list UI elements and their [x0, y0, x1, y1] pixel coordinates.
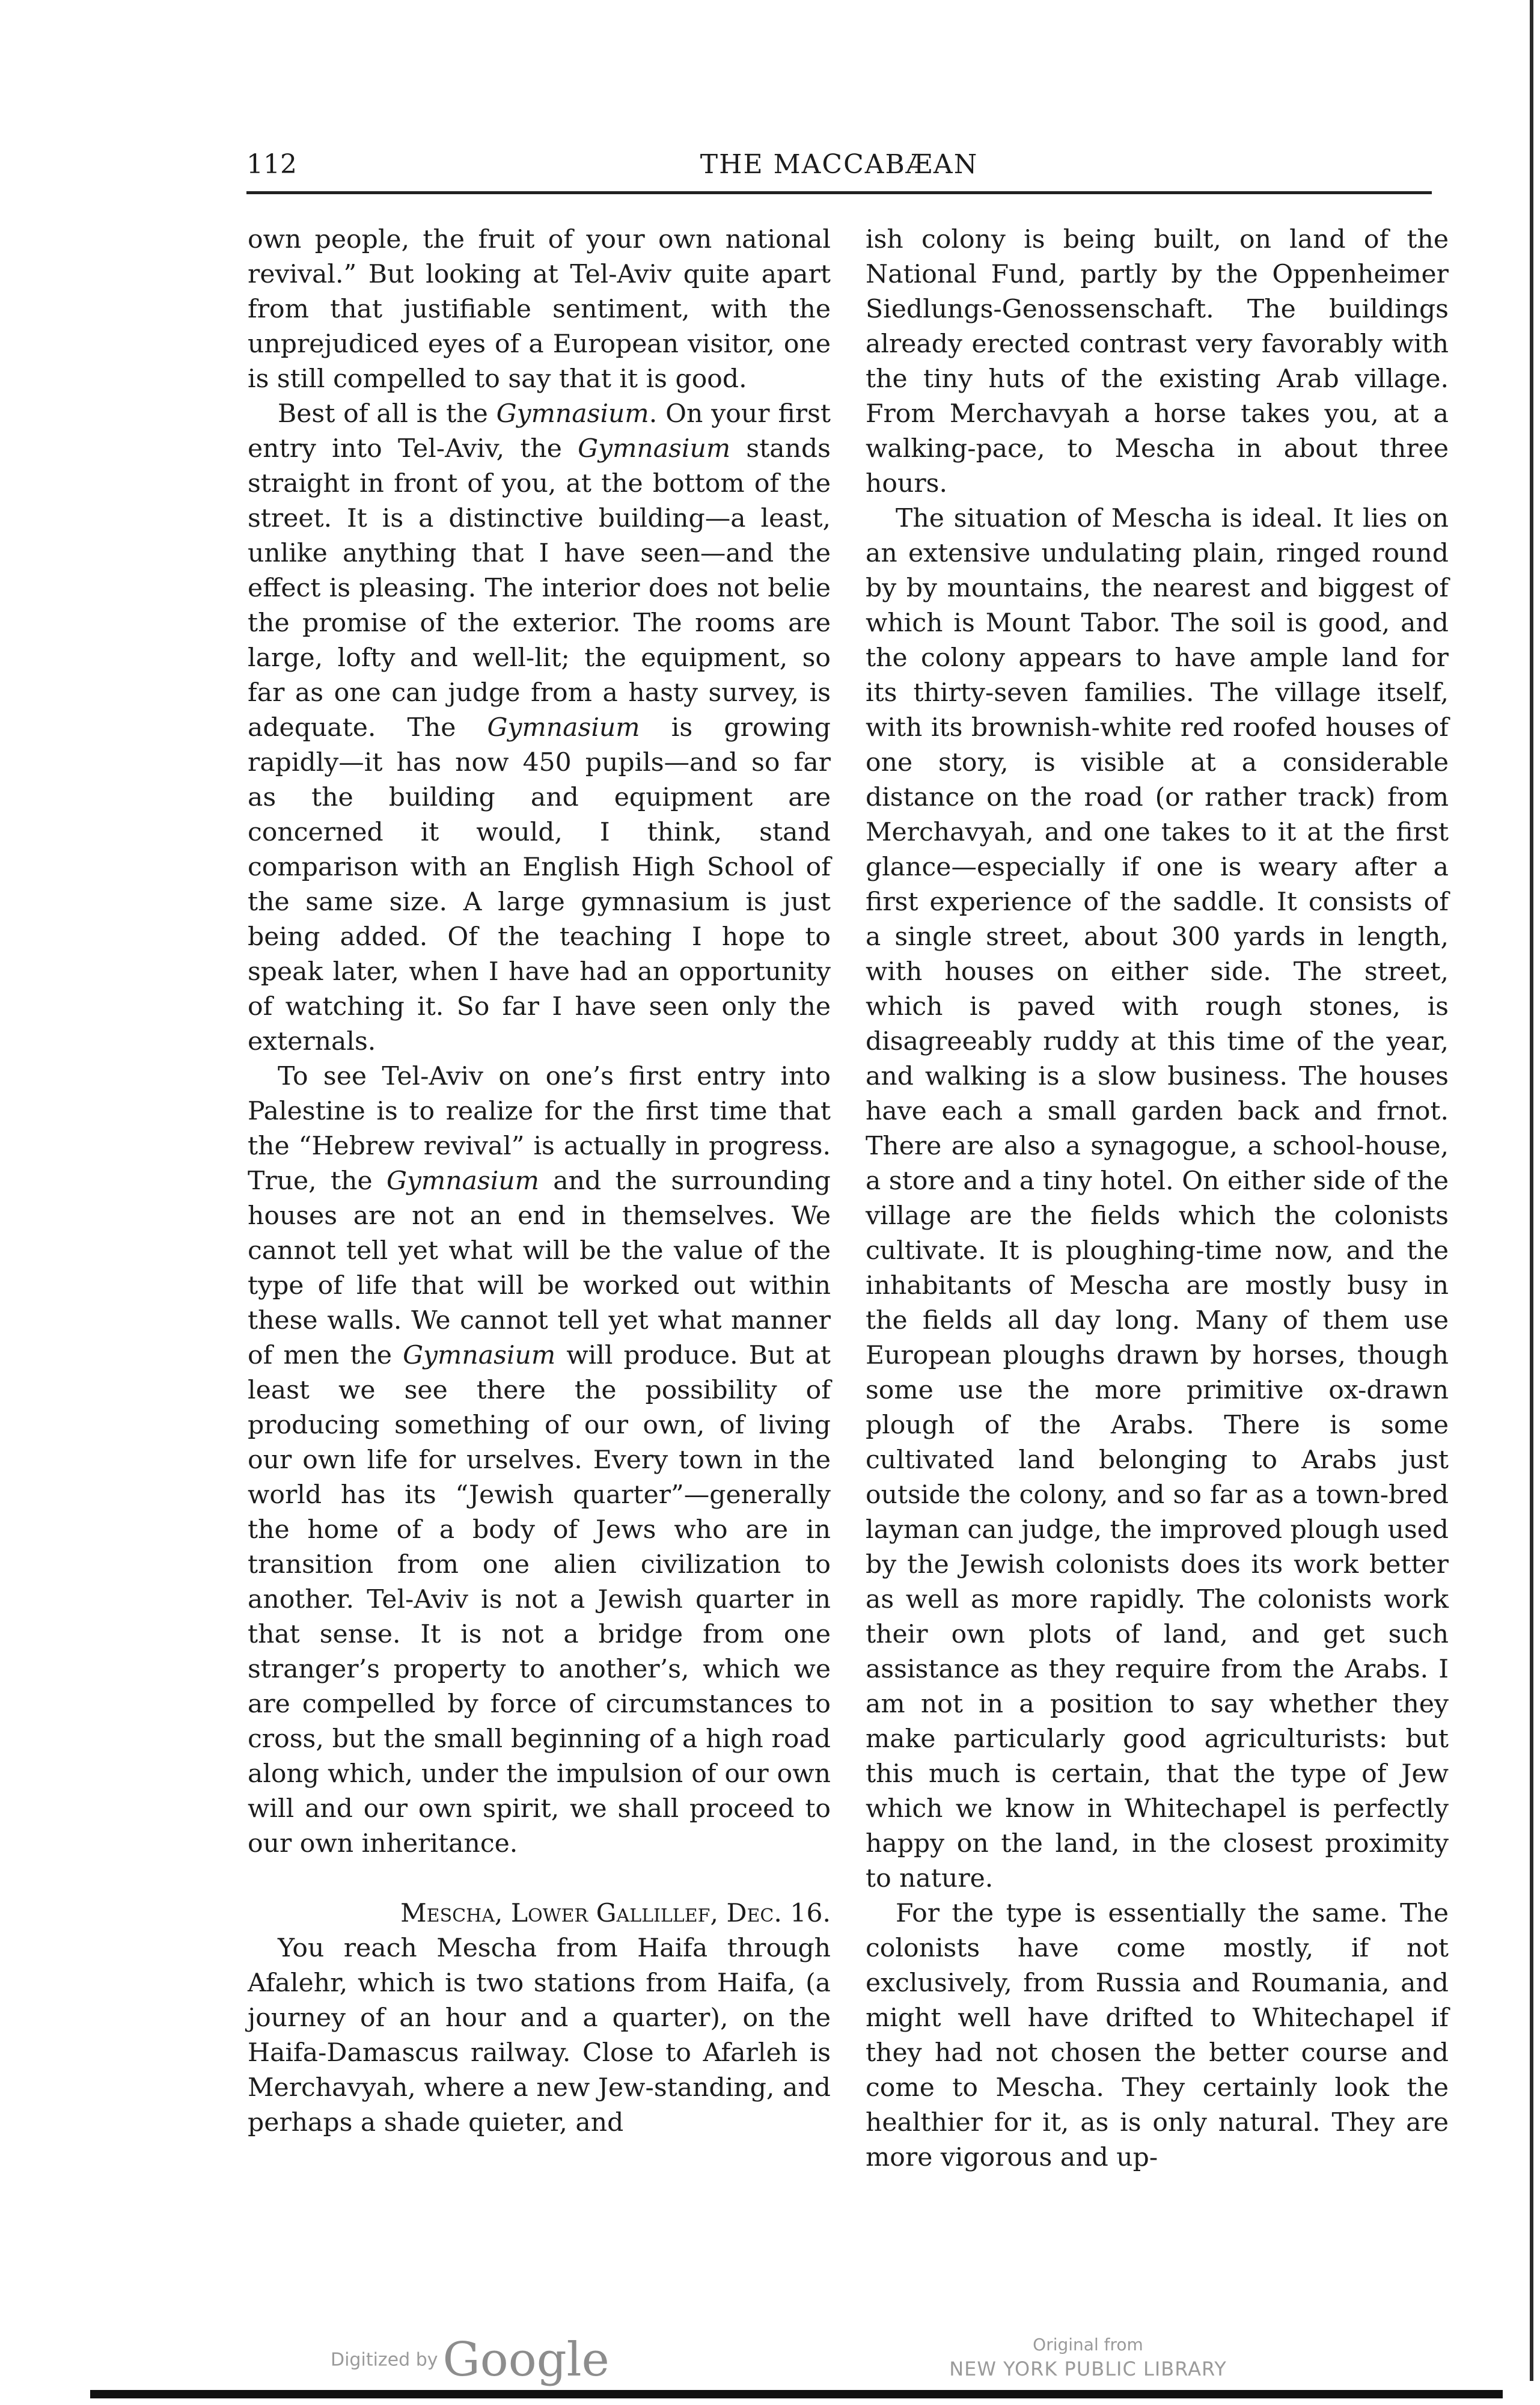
page-number: 112 — [246, 149, 297, 180]
right-column — [866, 222, 1449, 2175]
paragraph: For the type is essentially the same. The colonists have come mostly, if not exclusively, from Russia and Roumania, and might well have drifted to Whitechapel if they had not chosen the better course and come to Mescha. They certainly look the healthier for it, as is only natural. They are more vigorous and up- — [866, 1899, 1449, 2172]
page-header — [246, 149, 1432, 185]
paragraph: ish colony is being built, on land of the National Fund, partly by the Oppenheimer Siedlungs-Genossenschaft. The buildings already erected contrast very favorably with the tiny huts of the existing Arab village. From Merchavyah a horse takes you, at a walking-pace, to Mescha in about three hours. — [866, 225, 1449, 498]
library-name: NEW YORK PUBLIC LIBRARY — [949, 2358, 1227, 2380]
original-from-text: Original from — [1033, 2335, 1143, 2354]
paragraph: To see Tel-Aviv on one’s first entry into Palestine is to realize for the first time that the “Hebrew revival” is actually in progress. True, the Gymnasium and the surrounding houses are not an end in themselves. We cannot tell yet what will be the value of the type of life that will be worked out within these walls. We cannot tell yet what manner of men the Gymnasium will produce. But at least we see there the possibility of producing something of our own, of living our own life for urselves. Every town in the world has its “Jewish quarter”—generally the home of a body of Jews who are in transition from one alien civilization to another. Tel-Aviv is not a Jewish quarter in that sense. It is not a bridge from one stranger’s property to another’s, which we are compelled by force of circumstances to cross, but the small beginning of a high road along which, under the impulsion of our own will and our own spirit, we shall proceed to our own inheritance. — [248, 1062, 831, 1858]
library-watermark — [938, 2334, 1238, 2382]
left-column — [248, 222, 831, 2140]
running-title: THE MACCABÆAN — [700, 149, 979, 180]
paragraph: own people, the fruit of your own national revival.” But looking at Tel-Aviv quite apart from that justifiable sentiment, with the unprejudiced eyes of a European visitor, one is still compelled to say that it is good. — [248, 225, 831, 394]
google-logo: Google — [442, 2333, 610, 2387]
digitized-by-text: Digitized by — [331, 2349, 438, 2371]
scan-right-edge — [1530, 0, 1533, 2381]
scan-bottom-edge — [90, 2390, 1503, 2398]
paragraph: Best of all is the Gymnasium. On your first entry into Tel-Aviv, the Gymnasium stands straight in front of you, at the bottom of the street. It is a distinctive building—a least, unlike anything that I have seen—and the effect is pleasing. The interior does not belie the promise of the exterior. The rooms are large, lofty and well-lit; the equipment, so far as one can judge from a hasty survey, is adequate. The Gymnasium is growing rapidly—it has now 450 pupils—and so far as the building and equipment are concerned it would, I think, stand comparison with an English High School of the same size. A large gymnasium is just being added. Of the teaching I hope to speak later, when I have had an opportunity of watching it. So far I have seen only the externals. — [248, 399, 831, 1056]
paragraph: The situation of Mescha is ideal. It lies on an extensive undulating plain, ringed round by by mountains, the nearest and biggest of which is Mount Tabor. The soil is good, and the colony appears to have ample land for its thirty-seven families. The village itself, with its brownish-white red roofed houses of one story, is visible at a considerable distance on the road (or rather track) from Merchavyah, and one takes to it at the first glance—especially if one is weary after a first experience of the saddle. It consists of a single street, about 300 yards in length, with houses on either side. The street, which is paved with rough stones, is disagreeably ruddy at this time of the year, and walking is a slow business. The houses have each a small garden back and frnot. There are also a synagogue, a school-house, a store and a tiny hotel. On either side of the village are the fields which the colonists cultivate. It is ploughing-time now, and the inhabitants of Mescha are mostly busy in the fields all day long. Many of them use European ploughs drawn by horses, though some use the more primitive ox-drawn plough of the Arabs. There is some cultivated land belonging to Arabs just outside the colony, and so far as a town-bred layman can judge, the improved plough used by the Jewish colonists does its work better as well as more rapidly. The colonists work their own plots of land, and get such assistance as they require from the Arabs. I am not in a position to say whether they make particularly good agriculturists: but this much is certain, that the type of Jew which we know in Whitechapel is perfectly happy on the land, in the closest proximity to nature. — [866, 504, 1449, 1893]
header-rule — [246, 191, 1432, 194]
paragraph: You reach Mescha from Haifa through Afalehr, which is two stations from Haifa, (a journey of an hour and a quarter), on the Haifa-Damascus railway. Close to Afarleh is Merchavyah, where a new Jew-standing, and perhaps a shade quieter, and — [248, 1934, 831, 2137]
digitized-by-watermark — [331, 2333, 610, 2387]
dateline: Mescha, Lower Gallillef, Dec. 16. — [400, 1899, 831, 1928]
